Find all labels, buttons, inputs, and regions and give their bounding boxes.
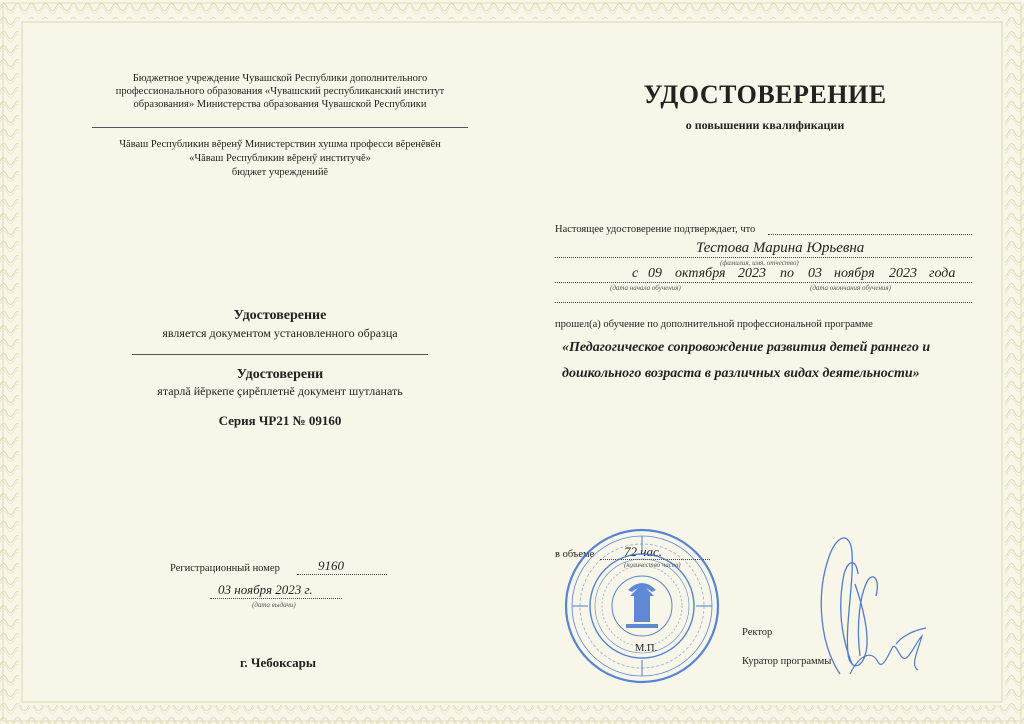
series-number: Серия ЧР21 № 09160	[218, 413, 342, 428]
reg-number: 9160	[318, 558, 344, 573]
issue-dots	[210, 598, 342, 599]
reg-label: Регистрационный номер	[170, 563, 280, 574]
year-word: года	[929, 266, 956, 281]
institution-ru-line: образования» Министерства образования Чувашской Республики	[133, 99, 427, 110]
curator-label: Куратор программы	[742, 656, 832, 667]
institution-cv	[90, 138, 470, 180]
volume-hint: (количество часов)	[624, 561, 681, 569]
doc-title-cv: Удостоверени	[236, 367, 324, 382]
institution-cv-line: Чăваш Республикин вĕренӳ Министерствин хушма професси вĕренĕвĕн	[119, 139, 441, 150]
institution-cv-line: бюджет учрежденийĕ	[231, 167, 329, 178]
issue-date-hint: (дата выдачи)	[252, 601, 296, 609]
to-month: ноября	[834, 266, 875, 281]
reg-dots	[297, 574, 387, 575]
to-word: по	[780, 266, 794, 281]
doc-desc-cv: ятарлă йĕркепе çирĕплетнĕ документ шутланать	[157, 384, 403, 398]
doc-title-ru: Удостоверение	[233, 308, 327, 323]
divider	[132, 354, 428, 355]
rector-label: Ректор	[742, 627, 773, 638]
volume-dots	[600, 559, 710, 560]
institution-cv-line: «Чăваш Республикин вĕренӳ институчĕ»	[189, 153, 371, 164]
end-hint: (дата окончания обучения)	[810, 284, 892, 292]
start-hint: (дата начала обучения)	[610, 284, 681, 292]
volume-value: 72 час.	[624, 544, 662, 559]
institution-ru	[90, 72, 470, 111]
city: г. Чебоксары	[240, 655, 317, 670]
name-dots	[555, 257, 972, 258]
name-hint: (фамилия, имя, отчество)	[720, 259, 799, 267]
subtitle: о повышении квалификации	[685, 118, 845, 132]
divider	[92, 127, 468, 128]
to-day: 03	[808, 266, 822, 281]
full-name: Тестова Марина Юрьевна	[696, 240, 865, 256]
doc-desc-ru: является документом установленного образца	[162, 326, 398, 340]
from-day: 09	[648, 266, 662, 281]
seal-place-label: М.П.	[635, 643, 658, 654]
program-intro: прошел(а) обучение по дополнительной профессиональной программе	[555, 319, 873, 330]
program-line-2: дошкольного возраста в различных видах деятельности»	[562, 366, 920, 381]
main-title: УДОСТОВЕРЕНИЕ	[643, 80, 887, 109]
program-line-1: «Педагогическое сопровождение развития детей раннего и	[562, 340, 931, 355]
from-word: с	[632, 266, 639, 281]
volume-label: в объеме	[555, 549, 595, 560]
confirms-text: Настоящее удостоверение подтверждает, что	[555, 224, 756, 235]
issue-date: 03 ноября 2023 г.	[218, 582, 313, 597]
institution-ru-line: Бюджетное учреждение Чувашской Республики дополнительного	[132, 73, 428, 84]
dates-dots	[555, 282, 972, 283]
from-year: 2023	[738, 266, 766, 281]
blank-dots	[555, 302, 972, 303]
to-year: 2023	[889, 266, 917, 281]
confirms-dots	[768, 234, 972, 235]
institution-ru-line: профессионального образования «Чувашский республиканский институт	[115, 86, 445, 97]
from-month: октября	[675, 266, 726, 281]
